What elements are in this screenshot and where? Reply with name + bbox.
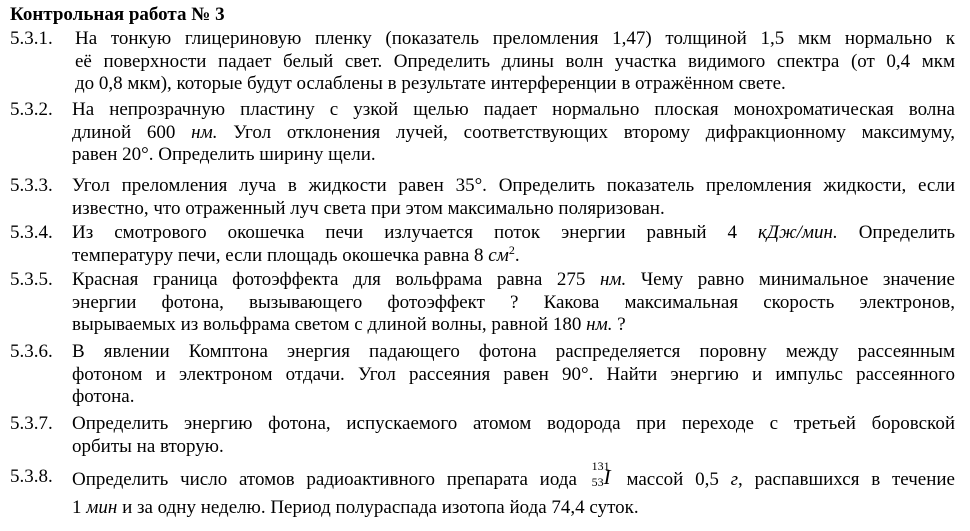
task-line: известно, что отраженный луч света при этом максимально поляризован. [72, 197, 665, 219]
unit-text: см [488, 244, 509, 266]
task-number: 5.3.4. [10, 222, 53, 243]
task-line: равен 20°. Определить ширину щели. [72, 144, 376, 165]
superscript: 2 [508, 242, 515, 257]
task-line: На непрозрачную пластину с узкой щелью падает нормально плоская монохроматическая волна [72, 99, 955, 120]
task-line: Определить число атомов радиоактивного препарата иода 131 53 I массой 0,5 г, распавшихся в течение [72, 459, 955, 490]
unit-text: нм. [599, 269, 627, 290]
task-text [72, 175, 955, 220]
task-line: Красная граница фотоэффекта для вольфрама равна 275 нм. Чему равно минимальное значение [72, 269, 955, 290]
task-number: 5.3.3. [10, 175, 53, 196]
task-text [72, 269, 955, 337]
unit-text: г [730, 469, 739, 490]
task-line: длиной 600 нм. Угол отклонения лучей, соответствующих второму дифракционному максимуму, [72, 121, 955, 143]
task-text [75, 28, 955, 96]
isotope-iodine-131 [589, 459, 615, 489]
unit-text: кДж/мин. [757, 222, 838, 243]
unit-text: мин [86, 497, 118, 518]
isotope-atomic-number: 53 [591, 475, 604, 489]
task-number: 5.3.8. [10, 466, 53, 487]
task-line: вырываемых из вольфрама светом с длиной волны, равной 180 нм. ? [72, 314, 626, 335]
task-line: орбиты на вторую. [72, 435, 224, 457]
task-line: Угол преломления луча в жидкости равен 35°. Определить показатель преломления жидкости, если [72, 175, 955, 196]
task-line: На тонкую глицериновую пленку (показатель преломления 1,47) толщиной 1,5 мкм нормально к [75, 28, 955, 49]
task-line: её поверхности падает белый свет. Определить длины волн участка видимого спектра (от 0,4 мкм [75, 50, 955, 72]
task-line: энергии фотона, вызывающего фотоэффект ? Какова максимальная скорость электронов, [72, 291, 955, 313]
task-text [72, 222, 955, 267]
task-line: Определить энергию фотона, испускаемого атомом водорода при переходе с третьей боровской [72, 413, 955, 434]
task-line: температуру печи, если площадь окошечка равна 8 $см^2$. [72, 242, 520, 266]
task-number: 5.3.5. [10, 269, 53, 290]
task-line: Из смотрового окошечка печи излучается поток энергии равный 4 кДж/мин. Определить [72, 222, 955, 243]
task-text [72, 459, 955, 522]
document-title: Контрольная работа № 3 [10, 4, 225, 25]
task-line: 1 мин и за одну неделю. Период полураспада изотопа йода 74,4 суток. [72, 497, 639, 518]
task-line: фотоном и электроном отдачи. Угол рассеяния равен 90°. Найти энергию и импульс рассеянного [72, 363, 955, 385]
unit-text: нм. [586, 314, 613, 335]
task-line: В явлении Комптона энергия падающего фотона распределяется поровну между рассеянным [72, 341, 955, 362]
task-text [72, 341, 955, 409]
task-number: 5.3.2. [10, 99, 53, 120]
isotope-mass-number: 131 [591, 459, 610, 473]
task-line: до 0,8 мкм), которые будут ослаблены в результате интерференции в отражённом свете. [75, 73, 786, 94]
unit-text: нм. [191, 121, 218, 143]
task-number: 5.3.1. [10, 28, 53, 49]
isotope-symbol: I [603, 465, 611, 489]
task-line: фотона. [72, 386, 135, 407]
task-number: 5.3.7. [10, 413, 53, 434]
task-text [72, 413, 955, 458]
task-text [72, 99, 955, 167]
task-number: 5.3.6. [10, 341, 53, 362]
